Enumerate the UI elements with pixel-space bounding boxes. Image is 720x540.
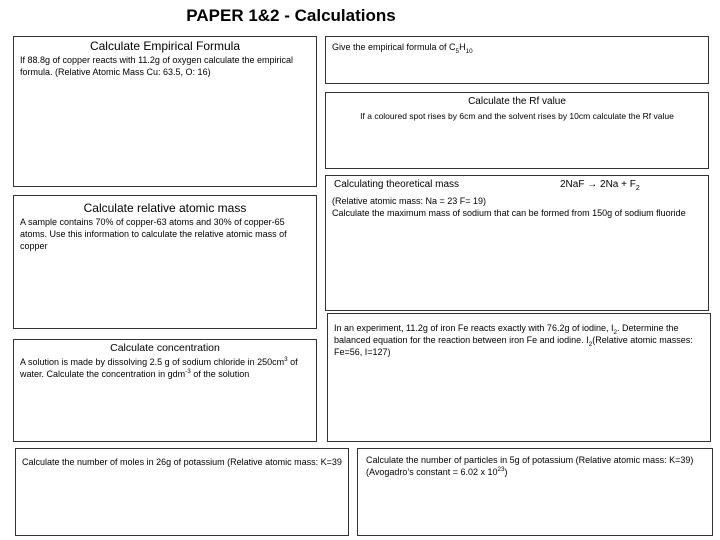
rf-value-box: [325, 92, 709, 169]
relative-atomic-mass-question: A sample contains 70% of copper-63 atoms and 30% of copper-65 atoms. Use this information to calculate the relative atomic mass of copper: [20, 217, 287, 251]
iron-iodine-question: In an experiment, 11.2g of iron Fe reacts exactly with 76.2g of iodine, $I_2$. Determine the balanced equation for the reaction between iron Fe and iodine. $I_2(Relative$ atomic masses: Fe=56, I=127): [334, 323, 693, 357]
theoretical-mass-question: Calculate the maximum mass of sodium that can be formed from 150g of sodium fluoride: [332, 208, 686, 218]
concentration-heading: Calculate concentration: [110, 342, 220, 354]
empirical-formula-box: [13, 36, 317, 187]
empirical-formula-question: If 88.8g of copper reacts with 11.2g of oxygen calculate the empirical formula. (Relative Atomic Mass Cu: 63.5, O: 16): [20, 55, 293, 77]
empirical-formula-heading: Calculate Empirical Formula: [89, 39, 241, 53]
iron-iodine-box: [327, 313, 711, 442]
concentration-box: [13, 339, 317, 442]
moles-box: [15, 448, 349, 536]
theoretical-mass-data: (Relative atomic mass: Na = 23 F= 19): [332, 196, 487, 206]
rf-value-question: If a coloured spot rises by 6cm and the solvent rises by 10cm calculate the Rf value: [360, 111, 674, 121]
give-empirical-formula-question: Give the empirical formula of $C_5H_{10}$: [332, 42, 473, 55]
particles-box: [357, 448, 713, 536]
theoretical-mass-equation: $2NaF \to 2Na + F_2$: [560, 179, 640, 192]
rf-value-heading: Calculate the Rf value: [468, 96, 566, 107]
give-empirical-formula-box: [325, 36, 709, 84]
relative-atomic-mass-box: [13, 195, 317, 329]
page-title: PAPER 1&2 - Calculations: [186, 6, 396, 25]
theoretical-mass-box: [325, 175, 709, 311]
particles-question: Calculate the number of particles in 5g of potassium (Relative atomic mass: K=39) (Avogadro’s constant = 6.02 x $10^{23}$): [366, 455, 694, 477]
moles-question: Calculate the number of moles in 26g of potassium (Relative atomic mass: K=39: [22, 457, 342, 467]
relative-atomic-mass-heading: Calculate relative atomic mass: [83, 201, 247, 215]
reaction-arrow-icon: →: [587, 179, 598, 190]
concentration-question: A solution is made by dissolving 2.5 g of sodium chloride in $250cm^3$ of water. Calculate the concentration in gdm$^{-3}$ of the solution: [20, 356, 298, 379]
theoretical-mass-heading: Calculating theoretical mass: [334, 179, 460, 190]
